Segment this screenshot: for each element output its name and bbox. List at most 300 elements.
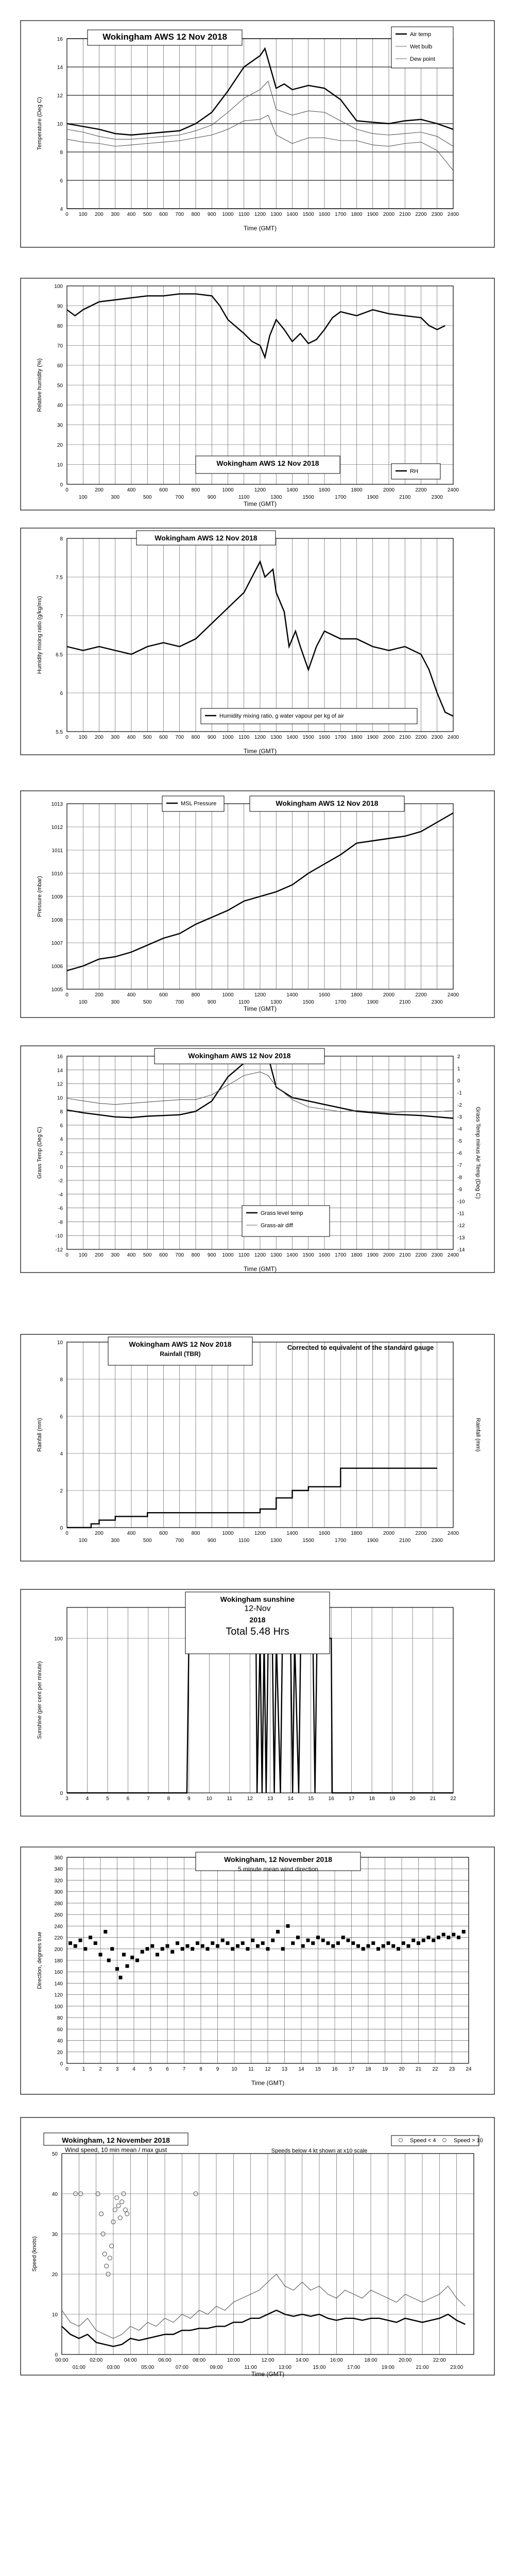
x-tick-label: 1900 <box>367 212 379 217</box>
data-point <box>99 1953 102 1956</box>
y-tick-label: 0 <box>60 1526 63 1531</box>
x-tick-label: 200 <box>95 212 104 217</box>
x-tick-label: 300 <box>111 1538 120 1544</box>
x-tick-label: 2000 <box>383 1252 395 1258</box>
x-tick-label: 10 <box>231 2066 237 2072</box>
x-tick-label: 2100 <box>399 495 411 500</box>
y-tick-label: 1008 <box>51 918 63 923</box>
chart-title: Wokingham, 12 November 2018 <box>62 2136 170 2144</box>
legend-label: Grass level temp <box>261 1210 303 1216</box>
data-point <box>347 1939 350 1942</box>
y-tick-label: 1012 <box>51 825 63 831</box>
legend-label: MSL Pressure <box>181 801 217 807</box>
data-point <box>150 1944 154 1948</box>
chart-title: Wokingham AWS 12 Nov 2018 <box>276 799 379 807</box>
x-tick-label: 2100 <box>399 1538 411 1544</box>
x-tick-label: 9 <box>216 2066 219 2072</box>
y-tick-label: 30 <box>57 422 63 429</box>
chart-title: Wokingham sunshine <box>220 1595 295 1603</box>
y-tick-label: 180 <box>54 1958 63 1964</box>
y-tick-label: -6 <box>58 1206 63 1212</box>
data-point <box>201 1944 204 1948</box>
y-tick-label: 50 <box>52 2151 58 2157</box>
chart-title: Wokingham AWS 12 Nov 2018 <box>216 459 319 467</box>
data-point <box>457 1936 460 1939</box>
x-tick-label: 1500 <box>302 1252 314 1258</box>
x-tick-label: 1100 <box>238 495 250 500</box>
annotation: Corrected to equivalent of the standard gauge <box>287 1344 434 1351</box>
y-tick-label: 2 <box>60 1488 63 1494</box>
data-point <box>216 1944 219 1948</box>
y-tick-label: 16 <box>57 37 63 42</box>
y-tick-label: 8 <box>60 150 63 156</box>
x-tick-label: 1300 <box>270 212 282 217</box>
data-point <box>407 1944 410 1948</box>
legend-label: RH <box>410 468 418 474</box>
chart-frame <box>21 791 494 1018</box>
x-tick-label: 1200 <box>254 1252 266 1258</box>
x-tick-label: 0 <box>65 212 68 217</box>
x-tick-label: 1700 <box>335 1252 347 1258</box>
y2-tick-label: -3 <box>457 1114 462 1121</box>
x-tick-label: 0 <box>65 992 68 998</box>
legend <box>391 27 453 68</box>
legend-label: Humidity mixing ratio, g water vapour per kg of air <box>219 713 345 719</box>
x-tick-label: 19:00 <box>381 2365 394 2370</box>
data-point <box>261 1941 265 1945</box>
x-tick-label: 2400 <box>447 735 459 740</box>
legend-label: Air temp <box>410 31 431 38</box>
x-tick-label: 23 <box>449 2066 455 2072</box>
x-tick-label: 22:00 <box>433 2358 446 2363</box>
y-axis-label: Humidity mixing ratio (g/kg/ms) <box>37 596 43 674</box>
x-tick-label: 4 <box>85 1796 89 1802</box>
data-point <box>311 1941 315 1945</box>
data-point <box>336 1941 340 1945</box>
data-point <box>266 1947 270 1951</box>
data-point <box>115 1967 119 1971</box>
x-tick-label: 800 <box>191 735 200 740</box>
y-tick-label: -4 <box>58 1192 63 1198</box>
x-tick-label: 16 <box>328 1796 334 1802</box>
x-tick-label: 1100 <box>238 735 250 740</box>
x-tick-label: 2300 <box>431 1538 443 1544</box>
y-tick-label: 50 <box>57 383 63 389</box>
x-tick-label: 22 <box>432 2066 438 2072</box>
x-tick-label: 01:00 <box>72 2365 85 2370</box>
year-label: 2018 <box>249 1616 266 1624</box>
x-tick-label: 14 <box>298 2066 304 2072</box>
x-tick-label: 1600 <box>318 487 331 493</box>
x-tick-label: 1900 <box>367 1252 379 1258</box>
x-tick-label: 13 <box>267 1796 273 1802</box>
x-tick-label: 19 <box>382 2066 388 2072</box>
x-tick-label: 2000 <box>383 1531 395 1536</box>
x-tick-label: 21 <box>415 2066 422 2072</box>
x-tick-label: 5 <box>106 1796 109 1802</box>
chart-1 <box>21 21 494 247</box>
x-tick-label: 1800 <box>351 992 363 998</box>
x-tick-label: 600 <box>159 212 168 217</box>
data-point <box>362 1947 365 1951</box>
x-tick-label: 500 <box>143 495 152 500</box>
x-tick-label: 1400 <box>286 1252 298 1258</box>
x-tick-label: 17 <box>348 2066 355 2072</box>
x-tick-label: 100 <box>78 999 88 1005</box>
data-point <box>211 1941 214 1945</box>
x-tick-label: 2400 <box>447 1531 459 1536</box>
x-tick-label: 13:00 <box>278 2365 291 2370</box>
x-tick-label: 2200 <box>415 1531 427 1536</box>
data-point <box>427 1936 431 1939</box>
data-point <box>462 1930 466 1934</box>
x-tick-label: 0 <box>65 735 68 740</box>
x-tick-label: 14 <box>287 1796 294 1802</box>
y2-tick-label: -14 <box>457 1247 465 1253</box>
y2-tick-label: -12 <box>457 1223 465 1229</box>
data-point <box>236 1944 239 1948</box>
chart-subtitle: 5 minute mean wind direction <box>237 1866 319 1873</box>
data-point <box>382 1944 385 1948</box>
data-point <box>351 1941 355 1945</box>
x-tick-label: 900 <box>207 495 216 500</box>
y-tick-label: 10 <box>57 462 63 468</box>
x-tick-label: 04:00 <box>124 2358 137 2363</box>
data-point <box>402 1941 405 1945</box>
chart-5 <box>21 1046 494 1273</box>
x-tick-label: 19 <box>389 1796 396 1802</box>
x-tick-label: 1100 <box>238 1538 250 1544</box>
x-tick-label: 4 <box>132 2066 135 2072</box>
x-tick-label: 20 <box>399 2066 405 2072</box>
x-tick-label: 400 <box>127 1531 136 1536</box>
y-tick-label: -2 <box>58 1178 63 1184</box>
chart-title: Wokingham AWS 12 Nov 2018 <box>129 1340 232 1348</box>
x-tick-label: 300 <box>111 495 120 500</box>
y-tick-label: 20 <box>52 2272 58 2278</box>
x-tick-label: 2300 <box>431 495 443 500</box>
x-tick-label: 1400 <box>286 487 298 493</box>
data-point <box>119 1976 123 1979</box>
data-point <box>181 1947 184 1951</box>
x-tick-label: 1800 <box>351 1252 363 1258</box>
data-point <box>161 1947 164 1951</box>
x-tick-label: 1700 <box>335 1538 347 1544</box>
y-tick-label: 12 <box>57 1081 63 1088</box>
x-tick-label: 400 <box>127 735 136 740</box>
y2-tick-label: -13 <box>457 1235 465 1241</box>
x-tick-label: 7 <box>147 1796 150 1802</box>
x-tick-label: 500 <box>143 735 152 740</box>
data-point <box>452 1933 455 1937</box>
x-tick-label: 2000 <box>383 212 395 217</box>
x-tick-label: 16:00 <box>330 2358 343 2363</box>
data-point <box>301 1944 305 1948</box>
x-tick-label: 800 <box>191 1531 200 1536</box>
data-point <box>191 1947 194 1951</box>
x-tick-label: 1700 <box>335 212 347 217</box>
x-axis-label: Time (GMT) <box>243 748 277 755</box>
x-tick-label: 10 <box>206 1796 212 1802</box>
x-tick-label: 12 <box>247 1796 253 1802</box>
x-tick-label: 2000 <box>383 487 395 493</box>
x-tick-label: 1400 <box>286 212 298 217</box>
data-point <box>356 1944 360 1948</box>
x-tick-label: 1700 <box>335 495 347 500</box>
x-tick-label: 1600 <box>318 1531 331 1536</box>
x-tick-label: 2400 <box>447 487 459 493</box>
x-tick-label: 800 <box>191 212 200 217</box>
x-tick-label: 09:00 <box>210 2365 223 2370</box>
x-tick-label: 700 <box>175 212 184 217</box>
total-label: Total 5.48 Hrs <box>226 1626 289 1637</box>
y-tick-label: 80 <box>57 324 63 329</box>
data-point <box>206 1947 210 1951</box>
x-tick-label: 600 <box>159 735 168 740</box>
x-tick-label: 1200 <box>254 992 266 998</box>
x-tick-label: 12:00 <box>261 2358 274 2363</box>
x-tick-label: 1900 <box>367 1538 379 1544</box>
x-axis-label: Time (GMT) <box>243 1005 277 1012</box>
data-point <box>256 1944 260 1948</box>
y-tick-label: 6.5 <box>56 652 63 658</box>
y-tick-label: 1013 <box>51 802 63 807</box>
x-tick-label: 100 <box>78 1538 88 1544</box>
x-tick-label: 600 <box>159 1252 168 1258</box>
y-tick-label: 4 <box>60 1451 63 1457</box>
y2-tick-label: -1 <box>457 1090 462 1096</box>
data-point <box>331 1944 335 1948</box>
y-axis-label: Temperature (Deg C) <box>37 97 43 150</box>
x-tick-label: 14:00 <box>296 2358 309 2363</box>
x-axis-label: Time (GMT) <box>251 2079 285 2087</box>
data-point <box>371 1941 375 1945</box>
y-axis-label: Sunshine (per cent per minute) <box>37 1661 43 1739</box>
x-tick-label: 200 <box>95 487 104 493</box>
x-tick-label: 2200 <box>415 487 427 493</box>
chart-frame <box>21 1847 494 2094</box>
x-tick-label: 2100 <box>399 999 411 1005</box>
x-tick-label: 1000 <box>222 1531 234 1536</box>
annotation: Speeds below 4 kt shown at x10 scale <box>271 2148 368 2154</box>
x-tick-label: 15:00 <box>313 2365 326 2370</box>
data-point <box>411 1939 415 1942</box>
chart-6 <box>21 1334 494 1561</box>
chart-frame <box>21 1046 494 1273</box>
x-tick-label: 6 <box>166 2066 169 2072</box>
x-tick-label: 300 <box>111 1252 120 1258</box>
data-point <box>391 1944 395 1948</box>
x-tick-label: 500 <box>143 1538 152 1544</box>
y2-axis-label: Grass Temp minus Air Temp (Deg C) <box>475 1107 481 1199</box>
y2-tick-label: -4 <box>457 1126 462 1132</box>
x-tick-label: 1000 <box>222 735 234 740</box>
data-point <box>376 1947 380 1951</box>
chart-9 <box>21 2117 494 2378</box>
legend-label: Speed < 4 <box>410 2138 436 2144</box>
data-point <box>291 1941 295 1945</box>
y-tick-label: 1010 <box>51 871 63 877</box>
data-point <box>241 1941 245 1945</box>
x-tick-label: 1600 <box>318 212 331 217</box>
y2-tick-label: 1 <box>457 1066 460 1072</box>
x-tick-label: 1600 <box>318 735 331 740</box>
x-tick-label: 2 <box>99 2066 102 2072</box>
x-tick-label: 1000 <box>222 212 234 217</box>
y-axis-label: Direction, degrees true <box>37 1931 43 1989</box>
x-tick-label: 500 <box>143 999 152 1005</box>
y-tick-label: 7 <box>60 614 63 619</box>
x-tick-label: 1100 <box>238 212 250 217</box>
x-tick-label: 05:00 <box>141 2365 154 2370</box>
data-point <box>156 1953 159 1956</box>
data-point <box>251 1939 254 1942</box>
x-tick-label: 22 <box>450 1796 456 1802</box>
x-axis-label: Time (GMT) <box>243 1265 277 1273</box>
x-tick-label: 100 <box>78 212 88 217</box>
x-tick-label: 300 <box>111 212 120 217</box>
x-tick-label: 400 <box>127 487 136 493</box>
x-tick-label: 2000 <box>383 735 395 740</box>
legend <box>391 464 440 479</box>
data-point <box>130 1956 134 1959</box>
y-tick-label: 20 <box>57 2049 63 2056</box>
x-tick-label: 0 <box>65 2066 68 2072</box>
y-tick-label: -8 <box>58 1219 63 1226</box>
x-tick-label: 1700 <box>335 735 347 740</box>
y-tick-label: 0 <box>60 482 63 488</box>
data-point <box>68 1941 72 1945</box>
x-tick-label: 2100 <box>399 212 411 217</box>
x-tick-label: 2000 <box>383 992 395 998</box>
data-point <box>83 1947 87 1951</box>
x-tick-label: 700 <box>175 495 184 500</box>
x-tick-label: 23:00 <box>450 2365 464 2370</box>
y2-tick-label: -5 <box>457 1139 462 1145</box>
x-tick-label: 1300 <box>270 495 282 500</box>
x-tick-label: 1500 <box>302 495 314 500</box>
y-tick-label: 4 <box>60 1137 63 1143</box>
x-tick-label: 1200 <box>254 487 266 493</box>
x-tick-label: 300 <box>111 735 120 740</box>
data-point <box>107 1959 111 1962</box>
data-point <box>321 1939 325 1942</box>
y-tick-label: 6 <box>60 691 63 697</box>
x-tick-label: 1400 <box>286 735 298 740</box>
x-tick-label: 1700 <box>335 999 347 1005</box>
data-point <box>281 1947 285 1951</box>
y2-tick-label: -2 <box>457 1102 462 1108</box>
y-tick-label: 1006 <box>51 964 63 970</box>
x-tick-label: 10:00 <box>227 2358 240 2363</box>
x-tick-label: 00:00 <box>55 2358 68 2363</box>
y-tick-label: 16 <box>57 1054 63 1060</box>
x-tick-label: 17:00 <box>347 2365 360 2370</box>
x-tick-label: 2400 <box>447 992 459 998</box>
data-point <box>104 1930 107 1934</box>
chart-title: Wokingham AWS 12 Nov 2018 <box>102 32 227 42</box>
y-tick-label: 40 <box>52 2192 58 2197</box>
y-tick-label: 10 <box>57 1095 63 1101</box>
x-tick-label: 1900 <box>367 735 379 740</box>
x-tick-label: 1 <box>82 2066 85 2072</box>
x-tick-label: 800 <box>191 1252 200 1258</box>
x-tick-label: 06:00 <box>158 2358 171 2363</box>
x-tick-label: 2300 <box>431 735 443 740</box>
x-tick-label: 8 <box>167 1796 170 1802</box>
x-tick-label: 400 <box>127 212 136 217</box>
x-tick-label: 20 <box>409 1796 416 1802</box>
x-tick-label: 1300 <box>270 735 282 740</box>
y-tick-label: 80 <box>57 2015 63 2022</box>
x-tick-label: 500 <box>143 1252 152 1258</box>
x-tick-label: 1200 <box>254 1531 266 1536</box>
y-tick-label: 14 <box>57 1067 63 1074</box>
legend-label: Grass-air diff <box>261 1223 293 1229</box>
x-tick-label: 18 <box>369 1796 375 1802</box>
x-tick-label: 200 <box>95 992 104 998</box>
chart-subtitle: 12-Nov <box>244 1604 271 1613</box>
x-tick-label: 100 <box>78 735 88 740</box>
x-tick-label: 17 <box>349 1796 355 1802</box>
chart-subtitle: Rainfall (TBR) <box>160 1350 201 1358</box>
x-tick-label: 100 <box>78 495 88 500</box>
x-tick-label: 1300 <box>270 1538 282 1544</box>
data-point <box>387 1941 390 1945</box>
y-tick-label: -12 <box>55 1247 63 1253</box>
data-point <box>442 1933 445 1937</box>
y2-tick-label: 2 <box>457 1054 460 1060</box>
x-tick-label: 400 <box>127 1252 136 1258</box>
x-tick-label: 1600 <box>318 992 331 998</box>
data-point <box>327 1941 330 1945</box>
x-tick-label: 15 <box>315 2066 321 2072</box>
legend <box>201 708 417 724</box>
x-tick-label: 21:00 <box>416 2365 429 2370</box>
y-tick-label: 70 <box>57 343 63 349</box>
x-tick-label: 100 <box>78 1252 88 1258</box>
x-tick-label: 0 <box>65 487 68 493</box>
y-tick-label: 14 <box>57 65 63 71</box>
data-point <box>367 1944 370 1948</box>
x-tick-label: 07:00 <box>175 2365 188 2370</box>
y-tick-label: 40 <box>57 2038 63 2044</box>
y-axis-label: Speed (knots) <box>31 2236 38 2272</box>
chart-3 <box>21 528 494 755</box>
x-tick-label: 3 <box>115 2066 119 2072</box>
x-tick-label: 11 <box>248 2066 254 2072</box>
y2-tick-label: -11 <box>457 1211 465 1217</box>
y-tick-label: 100 <box>54 1636 63 1642</box>
x-tick-label: 1900 <box>367 999 379 1005</box>
x-tick-label: 200 <box>95 735 104 740</box>
x-tick-label: 15 <box>308 1796 314 1802</box>
chart-title: Wokingham, 12 November 2018 <box>224 1855 332 1863</box>
x-tick-label: 2100 <box>399 1252 411 1258</box>
x-tick-label: 2300 <box>431 1252 443 1258</box>
x-tick-label: 12 <box>265 2066 271 2072</box>
x-tick-label: 2300 <box>431 212 443 217</box>
x-tick-label: 700 <box>175 1538 184 1544</box>
data-point <box>306 1939 310 1942</box>
y-tick-label: 220 <box>54 1935 63 1941</box>
data-point <box>276 1930 280 1934</box>
chart-subtitle: Wind speed, 10 min mean / max gust <box>64 2146 167 2154</box>
legend-label: Wet bulb <box>410 44 433 50</box>
x-tick-label: 2100 <box>399 735 411 740</box>
y2-tick-label: -8 <box>457 1175 462 1181</box>
y-tick-label: 1009 <box>51 894 63 900</box>
